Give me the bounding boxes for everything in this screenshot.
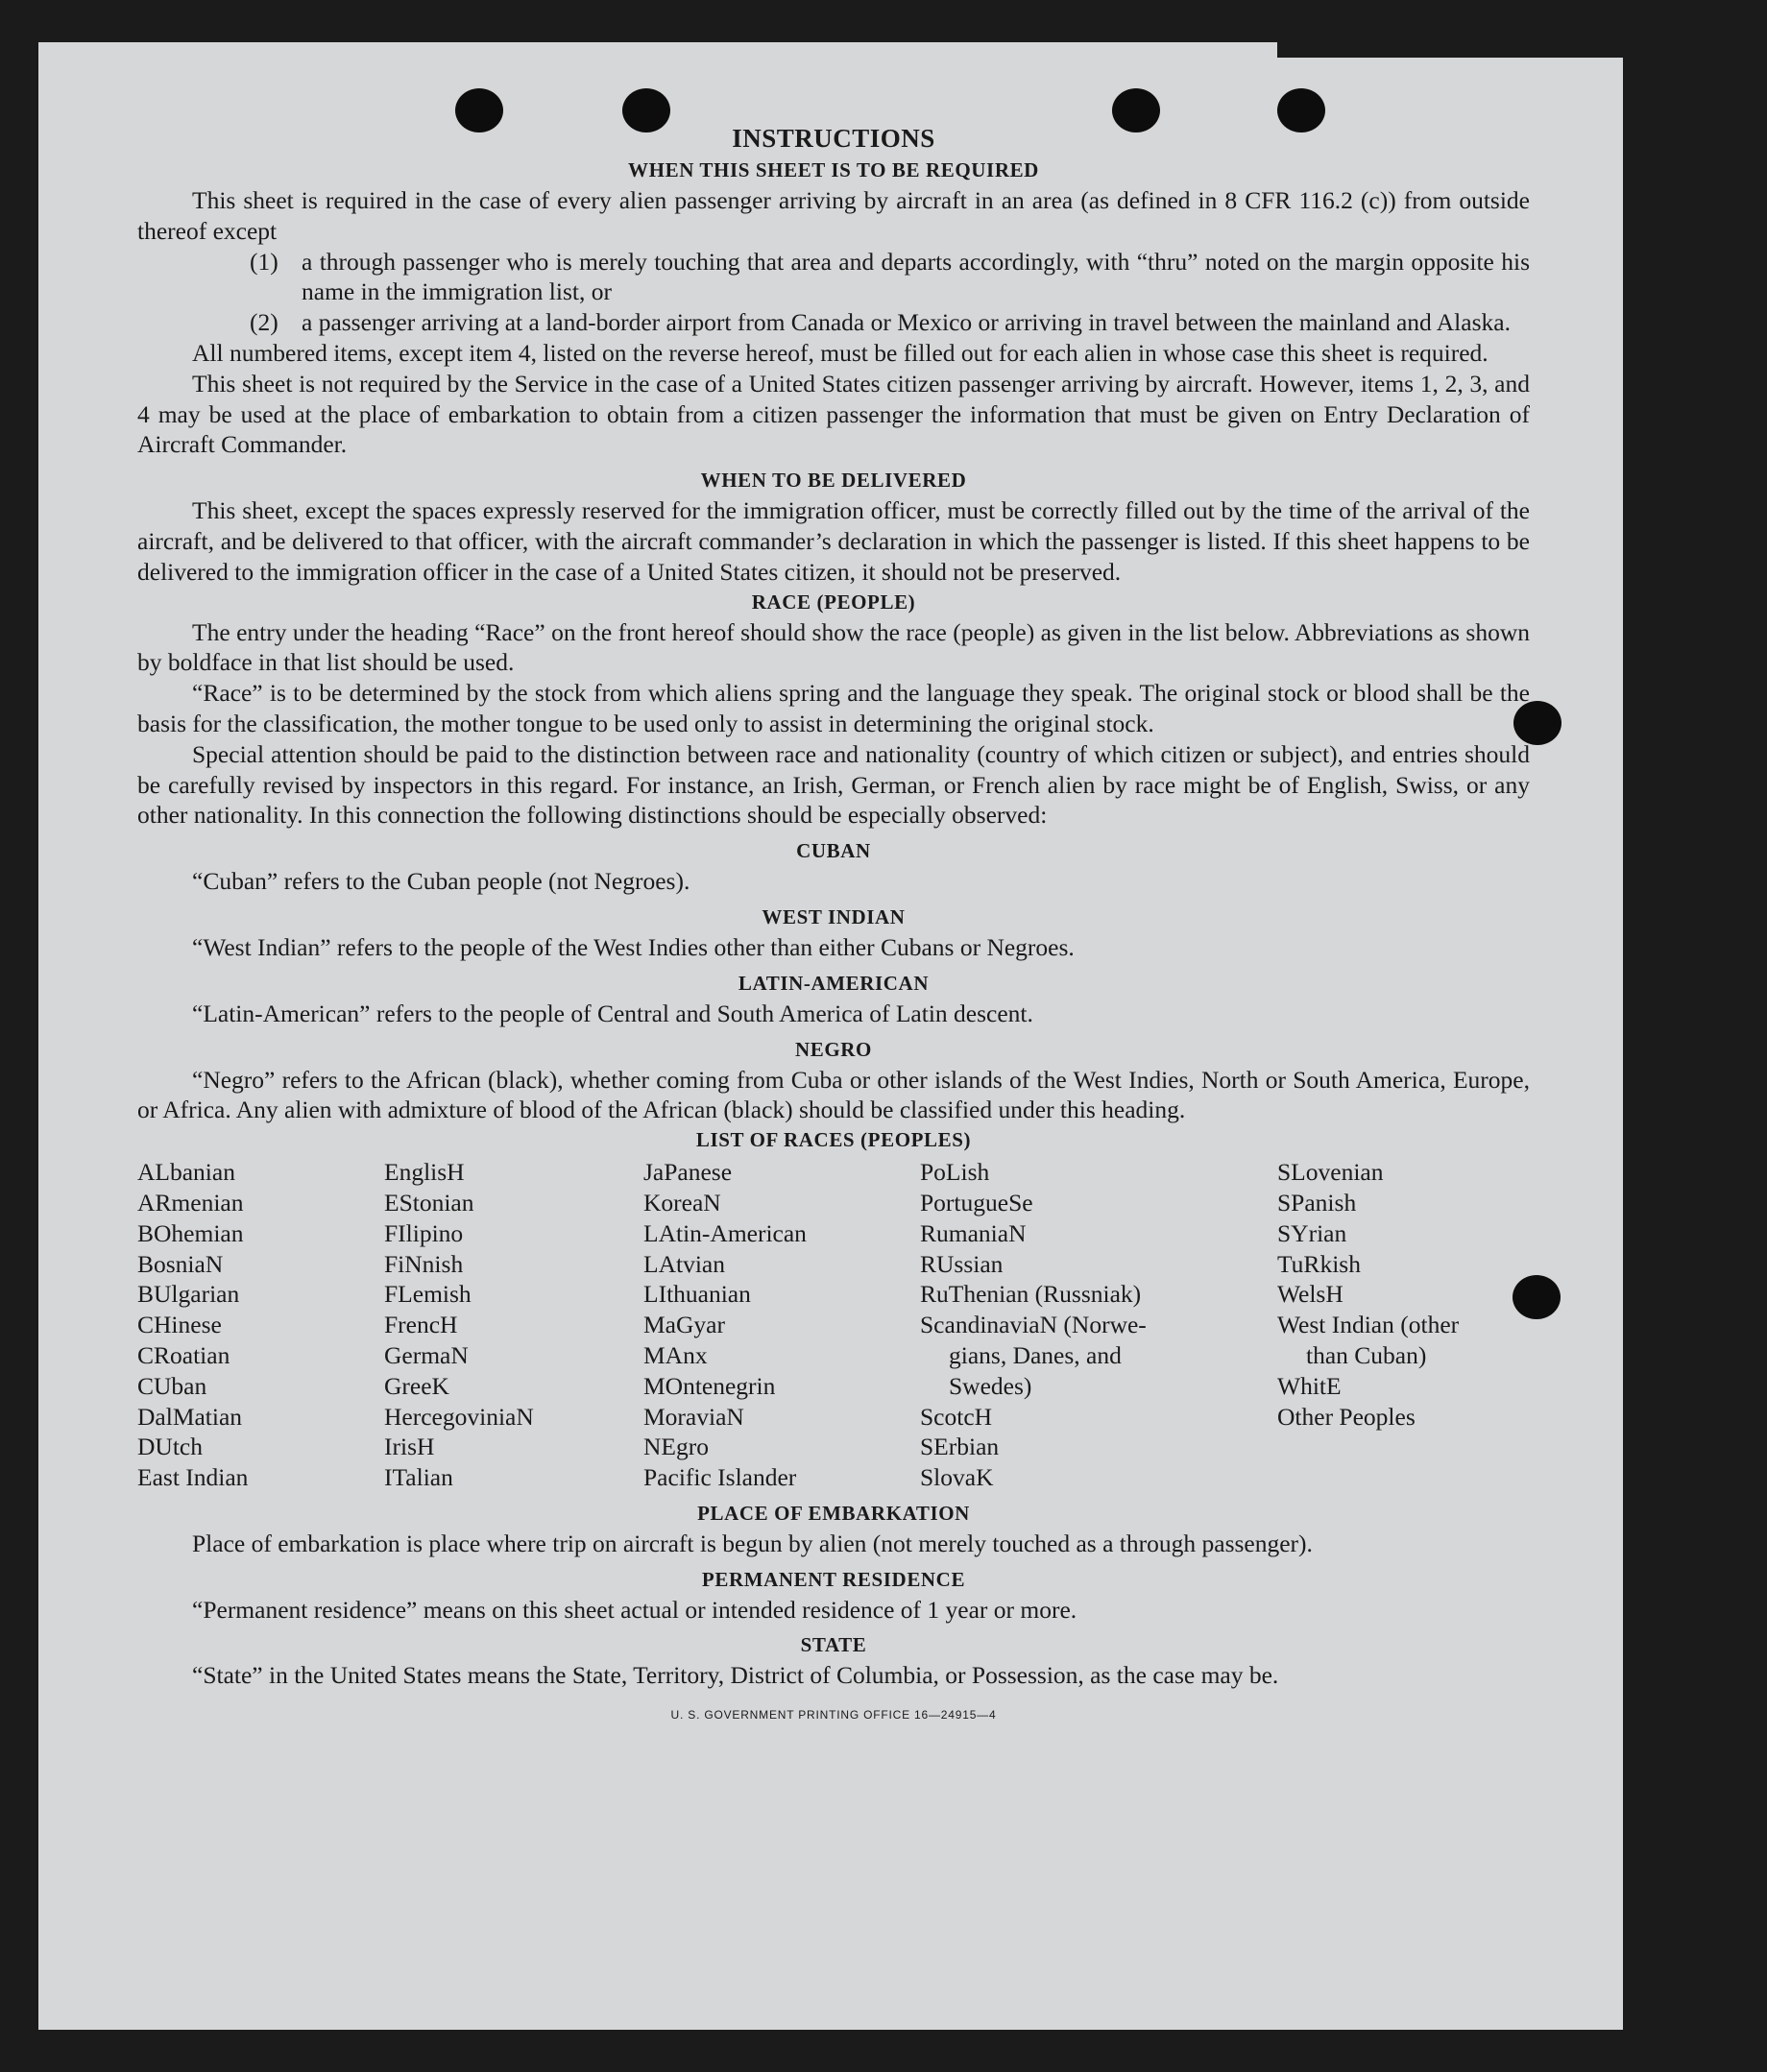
list-item [250,247,1530,308]
paragraph: This sheet, except the spaces expressly reserved for the immigration officer, must be correctly filled out by the time of the arrival of the aircraft, and be delivered to that officer, with the aircraft commander’s declaration in which the passenger is listed. If this sheet happens to be delivered to the immigration officer in the case of a United States citizen, it should not be preserved. [137,496,1530,586]
race-entry: Swedes) [949,1371,1032,1400]
race-entry: EStonian [384,1188,474,1217]
race-entry: CHinese [137,1311,222,1339]
heading-list-of-races: LIST OF RACES (PEOPLES) [695,1128,972,1152]
races-column [1277,1157,1530,1493]
item-text: a passenger arriving at a land-border airport from Canada or Mexico or arriving in travel between the mainland and Alaska. [302,308,1511,337]
heading-negro: NEGRO [794,1037,872,1061]
race-entry: FLemish [384,1280,472,1309]
item-text: a through passenger who is merely touching that area and departs accordingly, with “thru” noted on the margin opposite his name in the immigration list, or [302,247,1530,306]
heading-when-required: WHEN THIS SHEET IS TO BE REQUIRED [628,158,1039,181]
item-number: (2) [250,308,278,337]
race-entry: SPanish [1277,1188,1357,1217]
race-entry: CRoatian [137,1340,230,1369]
races-column [643,1157,920,1493]
race-entry: ARmenian [137,1188,244,1217]
race-entry: JaPanese [643,1158,733,1187]
race-entry: RuThenian (Russniak) [920,1280,1142,1309]
race-entry: IrisH [384,1433,435,1461]
race-entry: MAnx [643,1340,708,1369]
paragraph: Special attention should be paid to the distinction between race and nationality (country of which citizen or subject), and entries should be carefully revised by inspectors in this regard. For instance, an Irish, German, or French alien by race might be of English, Swiss, or any other nationality. In this connection the following distinctions should be especially observed: [137,739,1530,830]
race-entry: KoreaN [643,1188,721,1217]
races-column [137,1157,384,1493]
race-entry: BosniaN [137,1249,224,1278]
race-entry: BOhemian [137,1218,244,1247]
race-entry: than Cuban) [1306,1340,1427,1369]
paragraph: “Latin-American” refers to the people of Central and South America of Latin descent. [192,999,1033,1027]
paragraph: “Negro” refers to the African (black), whether coming from Cuba or other islands of the West Indies, North or South America, Europe, or Africa. Any alien with admixture of blood of the African (black) should be classified under this heading. [137,1065,1530,1124]
race-entry: PortugueSe [920,1188,1033,1217]
race-entry: NEgro [643,1433,709,1461]
paragraph: This sheet is required in the case of every alien passenger arriving by aircraft in an area (as defined in 8 CFR 116.2 (c)) from outside thereof except [137,186,1530,245]
heading-cuban: CUBAN [796,839,871,863]
paragraph: “Permanent residence” means on this sheet actual or intended residence of 1 year or more. [192,1595,1077,1624]
paragraph: The entry under the heading “Race” on the front hereof should show the race (people) as given in the list below. Abbreviations as shown by boldface in that list should be used. [137,617,1530,677]
race-entry: SLovenian [1277,1158,1384,1187]
race-entry: ScotcH [920,1402,993,1431]
paragraph: “State” in the United States means the State, Territory, District of Columbia, or Possession, as the case may be. [192,1661,1279,1690]
race-entry: GreeK [384,1371,449,1400]
race-entry: LAtin-American [643,1218,807,1247]
race-entry: gians, Danes, and [949,1340,1122,1369]
item-number: (1) [250,247,278,276]
paragraph: “Cuban” refers to the Cuban people (not Negroes). [192,867,690,896]
race-entry: TuRkish [1277,1249,1361,1278]
race-entry: RUssian [920,1249,1004,1278]
race-entry: SErbian [920,1433,1000,1461]
race-entry: East Indian [137,1463,249,1492]
race-entry: LIthuanian [643,1280,751,1309]
races-column [920,1157,1277,1493]
paragraph: “West Indian” refers to the people of the West Indies other than either Cubans or Negroes. [192,932,1075,961]
printer-imprint: U. S. GOVERNMENT PRINTING OFFICE 16—24915—4 [670,1708,997,1723]
race-entry: DalMatian [137,1402,243,1431]
race-entry: West Indian (other [1277,1311,1460,1339]
list-item [250,307,1530,338]
race-entry: ScandinaviaN (Norwe- [920,1311,1147,1339]
race-entry: FIlipino [384,1218,464,1247]
paragraph: “Race” is to be determined by the stock from which aliens spring and the language they speak. The original stock or blood shall be the basis for the classification, the mother tongue to be used only to assist in determining the original stock. [137,679,1530,737]
race-entry: ITalian [384,1463,453,1492]
race-entry: FiNnish [384,1249,464,1278]
race-entry: PoLish [920,1158,990,1187]
paragraph: Place of embarkation is place where trip on aircraft is begun by alien (not merely touched as a through passenger). [192,1529,1313,1557]
heading-embarkation: PLACE OF EMBARKATION [697,1501,970,1525]
race-entry: SlovaK [920,1463,994,1492]
heading-state: STATE [800,1633,867,1657]
page-title: INSTRUCTIONS [732,124,935,153]
heading-west-indian: WEST INDIAN [762,904,906,928]
race-entry: MaGyar [643,1311,725,1339]
race-entry: GermaN [384,1340,469,1369]
race-entry: EnglisH [384,1158,465,1187]
heading-residence: PERMANENT RESIDENCE [701,1567,966,1591]
race-entry: MOntenegrin [643,1371,776,1400]
race-entry: Other Peoples [1277,1402,1416,1431]
race-entry: MoraviaN [643,1402,744,1431]
race-entry: Pacific Islander [643,1463,797,1492]
races-list [137,1157,1530,1493]
race-entry: LAtvian [643,1249,725,1278]
race-entry: WhitE [1277,1371,1342,1400]
heading-race: RACE (PEOPLE) [751,590,916,614]
race-entry: SYrian [1277,1218,1347,1247]
instructions-content [137,121,1530,1731]
race-entry: ALbanian [137,1158,235,1187]
race-entry: HercegoviniaN [384,1402,534,1431]
paragraph: This sheet is not required by the Service in the case of a United States citizen passenger arriving by aircraft. However, items 1, 2, 3, and 4 may be used at the place of embarkation to obtain from a citizen passenger the information that must be given on Entry Declaration of Aircraft Commander. [137,369,1530,459]
race-entry: WelsH [1277,1280,1343,1309]
races-column [384,1157,643,1493]
race-entry: CUban [137,1371,207,1400]
document-sheet [38,42,1623,2030]
race-entry: RumaniaN [920,1218,1027,1247]
race-entry: DUtch [137,1433,203,1461]
race-entry: BUlgarian [137,1280,240,1309]
heading-latin-american: LATIN-AMERICAN [738,971,930,995]
race-entry: FrencH [384,1311,458,1339]
paragraph: All numbered items, except item 4, listed on the reverse hereof, must be filled out for each alien in whose case this sheet is required. [192,338,1489,367]
heading-when-delivered: WHEN TO BE DELIVERED [700,469,967,493]
